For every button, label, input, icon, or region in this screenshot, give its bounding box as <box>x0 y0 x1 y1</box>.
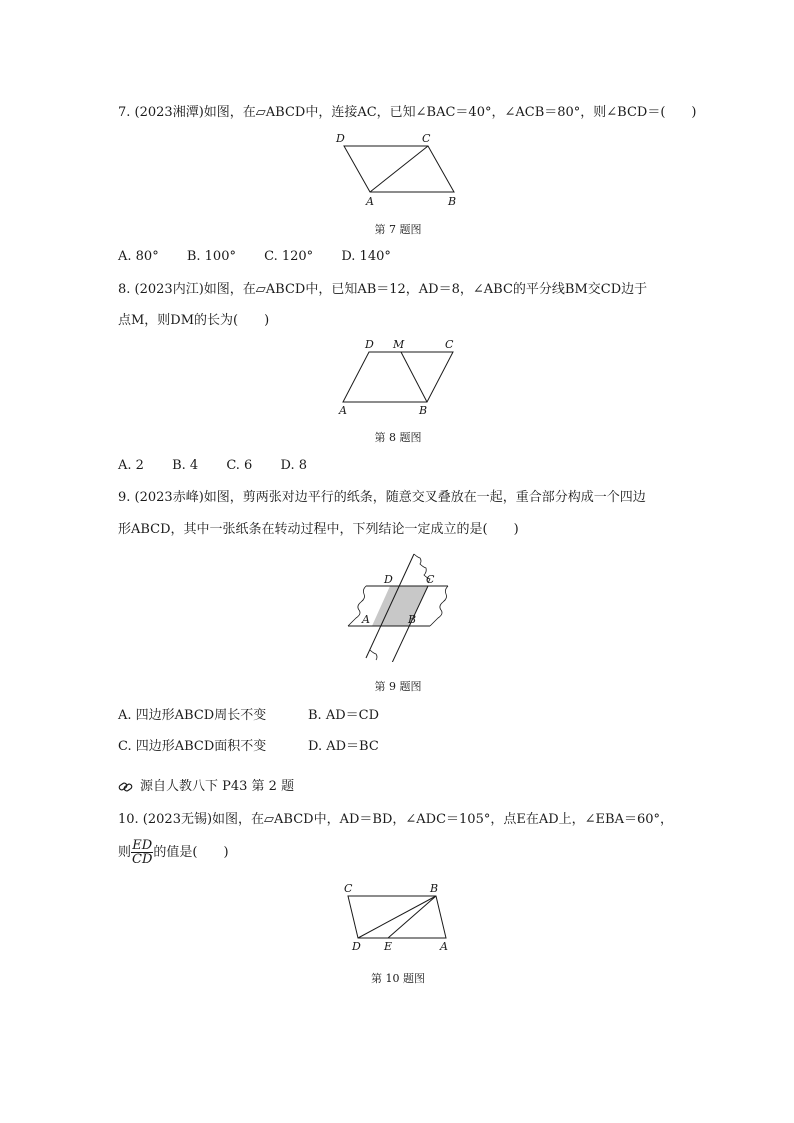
q8-options <box>118 457 331 475</box>
q9-caption: 第 9 题图 <box>374 680 422 693</box>
q9-source-text: 源自人教八下 P43 第 2 题 <box>140 779 295 794</box>
q7-options <box>118 248 415 266</box>
q10-label-e: E <box>384 940 393 953</box>
q8-text-line1: 8. (2023内江)如图，在▱ABCD中，已知AB＝12，AD＝8，∠ABC的平分线BM交CD边于 <box>118 282 648 297</box>
q9-option-d: D. AD＝BC <box>308 739 379 754</box>
q8-label-d: D <box>365 338 374 351</box>
q10-text-line1: 10. (2023无锡)如图，在▱ABCD中，AD＝BD，∠ADC＝105°，点E在AD上，∠EBA＝60°， <box>118 812 674 827</box>
q7-label-d: D <box>336 132 345 145</box>
q10-fraction-numerator: ED <box>132 838 153 853</box>
q9-figure <box>340 550 460 662</box>
q8-option-c: C. 6 <box>226 458 253 473</box>
q8-caption: 第 8 题图 <box>374 431 422 444</box>
q7-option-d: D. 140° <box>341 249 391 264</box>
q8-option-a: A. 2 <box>118 458 144 473</box>
q10-label-b: B <box>430 882 439 895</box>
q10-text-prefix: 则 <box>118 845 132 860</box>
q9-text-line2: 形ABCD，其中一张纸条在转动过程中，下列结论一定成立的是( ) <box>118 522 519 537</box>
q9-text-line1: 9. (2023赤峰)如图，剪两张对边平行的纸条，随意交叉叠放在一起，重合部分构成一个四边 <box>118 490 646 505</box>
q10-label-c: C <box>344 882 353 895</box>
q8-option-d: D. 8 <box>280 458 307 473</box>
q7-option-c: C. 120° <box>264 249 314 264</box>
q9-source-note <box>118 775 294 794</box>
q10-text-line2 <box>118 838 229 868</box>
q9-option-b: B. AD＝CD <box>308 708 379 723</box>
q9-options-row2 <box>118 738 379 756</box>
q9-option-a: A. 四边形ABCD周长不变 <box>118 708 267 723</box>
q8-text-line2: 点M，则DM的长为( ) <box>118 313 270 328</box>
q7-caption: 第 7 题图 <box>374 223 422 236</box>
q8-label-c: C <box>445 338 454 351</box>
q10-label-d: D <box>352 940 361 953</box>
link-icon <box>118 780 134 794</box>
q7-label-c: C <box>422 132 431 145</box>
q7-option-b: B. 100° <box>186 249 236 264</box>
q10-caption: 第 10 题图 <box>371 972 425 985</box>
q9-label-c: C <box>426 573 435 586</box>
q7-figure <box>330 128 470 208</box>
q10-text-suffix: 的值是( ) <box>153 845 229 860</box>
q7-label-a: A <box>366 195 374 208</box>
q8-label-m: M <box>393 338 405 351</box>
q8-figure <box>335 338 465 418</box>
q10-fraction <box>131 839 153 866</box>
q8-label-a: A <box>339 404 347 417</box>
q7-option-a: A. 80° <box>118 249 159 264</box>
q9-label-b: B <box>408 613 417 626</box>
q8-label-b: B <box>419 404 428 417</box>
q9-options-row1 <box>118 707 379 725</box>
q7-text: 7. (2023湘潭)如图，在▱ABCD中，连接AC，已知∠BAC＝40°，∠ACB＝80°，则∠BCD＝( ) <box>118 105 697 120</box>
q8-option-b: B. 4 <box>172 458 199 473</box>
q10-label-a: A <box>440 940 448 953</box>
q7-label-b: B <box>448 195 457 208</box>
q9-label-a: A <box>362 613 370 626</box>
q9-option-c: C. 四边形ABCD面积不变 <box>118 739 267 754</box>
q9-label-d: D <box>384 573 393 586</box>
q10-figure <box>336 878 460 958</box>
q10-fraction-denominator: CD <box>132 852 153 867</box>
